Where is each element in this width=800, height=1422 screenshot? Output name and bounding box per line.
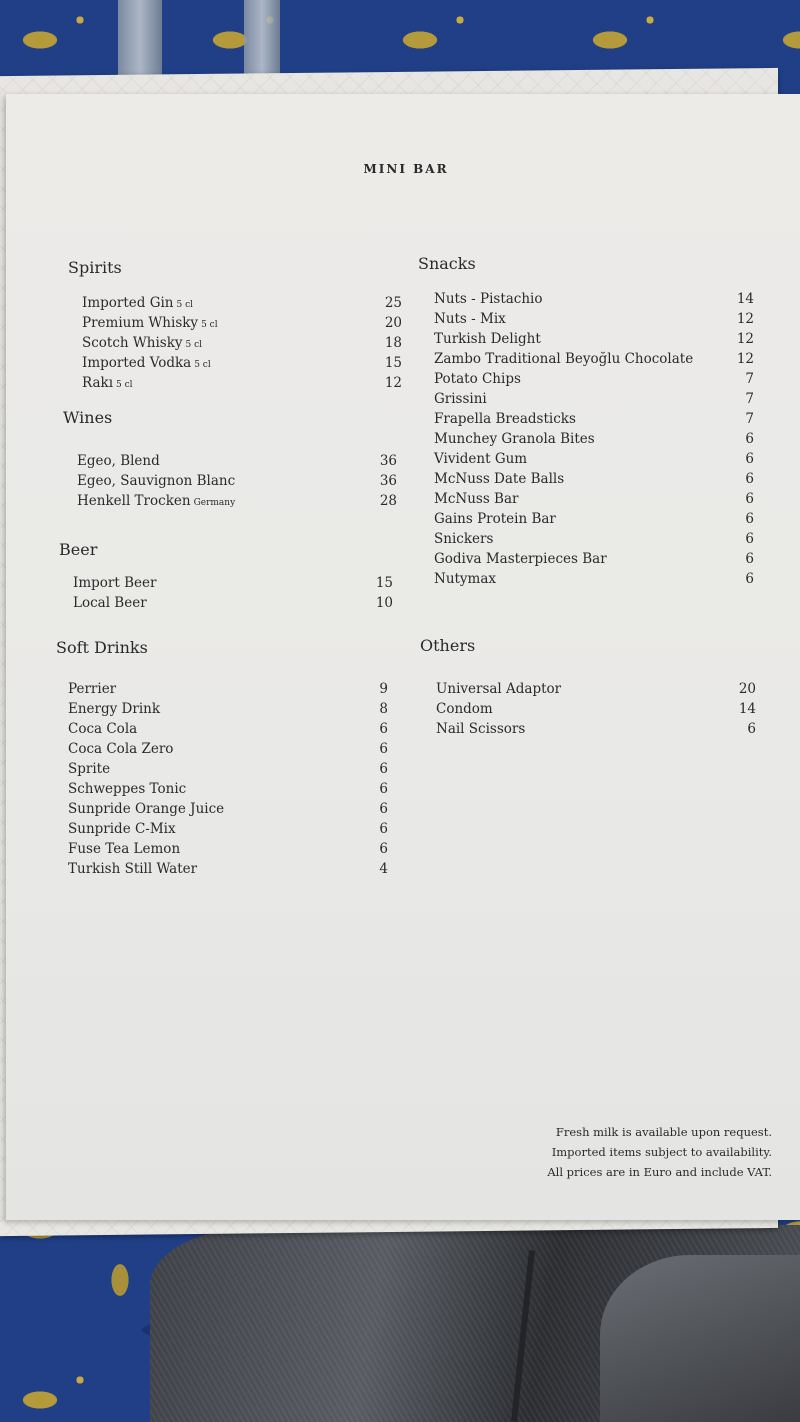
item-name [434,289,543,309]
item-price: 8 [379,701,388,717]
item-price: 4 [379,861,388,877]
menu-item [434,369,754,389]
menu-item [434,309,754,329]
item-price: 6 [379,741,388,757]
item-note: 5 cl [176,300,194,310]
menu-item [434,569,754,589]
section-heading: Wines [63,408,113,427]
item-name-text: Rakı [82,375,114,391]
menu-item [82,373,402,393]
item-price: 6 [745,471,754,487]
menu-item [436,679,756,699]
item-name [436,719,525,739]
item-list [82,293,402,393]
item-name [73,573,156,593]
item-name [82,373,133,395]
section-heading: Spirits [68,258,122,277]
item-price: 6 [745,491,754,507]
menu-item [434,289,754,309]
item-name [68,759,110,779]
item-name [77,451,160,471]
item-name [77,471,235,491]
item-price: 6 [745,451,754,467]
item-name-text: Turkish Still Water [68,861,198,877]
item-note: 5 cl [116,380,133,390]
item-price: 10 [375,595,393,611]
menu-item [68,699,388,719]
item-name-text: Premium Whisky [82,315,199,331]
item-name-text: Turkish Delight [434,331,541,347]
item-list [73,573,393,613]
section-beer [59,540,393,613]
item-price: 36 [379,473,397,489]
item-name-text: Local Beer [73,595,147,611]
item-name-text: Snickers [434,531,494,547]
item-name-text: Coca Cola [68,721,138,737]
item-name-text: Condom [436,701,493,717]
menu-item [73,593,393,613]
menu-item [434,549,754,569]
item-name-text: Schweppes Tonic [68,781,187,797]
section-others [420,636,756,739]
item-name [82,313,218,335]
item-name-text: Frapella Breadsticks [434,411,576,427]
item-name [73,593,147,613]
menu-item [68,759,388,779]
item-note: 5 cl [194,360,211,370]
item-name-text: Egeo, Sauvignon Blanc [77,473,236,489]
item-name-text: Energy Drink [68,701,161,717]
menu-item [82,353,402,373]
item-name-text: Munchey Granola Bites [434,431,595,447]
menu-item [434,489,754,509]
section-wines [63,408,397,511]
item-price: 12 [736,311,754,327]
menu-item [436,699,756,719]
item-name-text: McNuss Bar [434,491,519,507]
menu-item [68,799,388,819]
item-price: 20 [738,681,756,697]
menu-item [68,779,388,799]
item-name [436,679,561,699]
item-price: 6 [747,721,756,737]
menu-item [77,491,397,511]
item-name-text: Fuse Tea Lemon [68,841,181,857]
item-price: 6 [745,551,754,567]
menu-item [68,679,388,699]
item-price: 7 [745,371,754,387]
item-price: 14 [738,701,756,717]
item-name [434,549,607,569]
item-price: 6 [379,821,388,837]
item-name-text: Coca Cola Zero [68,741,174,757]
item-price: 6 [745,511,754,527]
menu-item [77,471,397,491]
item-name [68,699,160,719]
item-price: 12 [384,375,402,391]
item-price: 9 [379,681,388,697]
item-name-text: Nuts - Mix [434,311,506,327]
item-name-text: Nutymax [434,571,497,587]
item-price: 15 [375,575,393,591]
item-name [82,293,193,315]
item-price: 7 [745,411,754,427]
section-spirits [68,258,402,393]
item-name-text: Vivident Gum [434,451,528,467]
item-name [82,333,202,355]
item-name [68,739,173,759]
item-name [434,469,564,489]
item-list [77,451,397,511]
item-price: 15 [384,355,402,371]
footer-note: All prices are in Euro and include VAT. [547,1165,772,1179]
menu-item [434,349,754,369]
item-name [68,819,176,839]
menu-item [434,429,754,449]
item-name-text: McNuss Date Balls [434,471,565,487]
menu-item [434,329,754,349]
menu-title: MINI BAR [363,162,449,176]
menu-item [434,529,754,549]
item-name [77,491,235,513]
item-name [68,779,186,799]
item-name [82,353,211,375]
item-price: 7 [745,391,754,407]
item-name [434,309,506,329]
menu-item [82,313,402,333]
item-price: 25 [384,295,402,311]
item-price: 36 [379,453,397,469]
item-name [434,389,487,409]
item-price: 6 [379,841,388,857]
menu-item [434,449,754,469]
item-price: 6 [379,801,388,817]
menu-item [68,859,388,879]
menu-item [82,293,402,313]
item-name [434,449,527,469]
menu-item [68,719,388,739]
item-name [434,429,595,449]
item-price: 18 [384,335,402,351]
menu-item [77,451,397,471]
item-name-text: Zambo Traditional Beyoğlu Chocolate [434,351,694,367]
menu-item [434,509,754,529]
item-name-text: Grissini [434,391,487,407]
item-name-text: Imported Vodka [82,355,192,371]
item-name [434,529,493,549]
item-price: 6 [745,571,754,587]
item-name [434,409,576,429]
item-name-text: Gains Protein Bar [434,511,556,527]
item-name-text: Egeo, Blend [77,453,160,469]
item-price: 12 [736,351,754,367]
section-soft-drinks [56,638,388,879]
section-snacks [418,254,754,589]
item-name [434,369,521,389]
item-name [68,839,180,859]
jeans-knee [600,1255,800,1422]
menu-item [73,573,393,593]
menu-item [436,719,756,739]
menu-footer [547,1122,772,1182]
item-price: 6 [745,531,754,547]
item-price: 12 [736,331,754,347]
item-name [436,699,493,719]
item-name-text: Potato Chips [434,371,521,387]
section-heading: Beer [59,540,98,559]
item-note: 5 cl [185,340,203,350]
item-name-text: Scotch Whisky [82,335,183,351]
item-note: 5 cl [201,320,218,330]
item-name-text: Godiva Masterpieces Bar [434,551,607,567]
section-heading: Snacks [418,254,476,273]
item-name [434,509,556,529]
item-name-text: Henkell Trocken [77,493,191,509]
menu-item [68,739,388,759]
item-name [434,349,693,369]
menu-item [68,819,388,839]
item-name [434,329,541,349]
item-price: 6 [379,781,388,797]
item-name [68,799,224,819]
item-name-text: Import Beer [73,575,157,591]
menu-page [6,94,800,1220]
item-name [68,679,116,699]
menu-item [434,409,754,429]
footer-note: Fresh milk is available upon request. [555,1125,772,1139]
section-heading: Soft Drinks [56,638,148,657]
item-name-text: Nail Scissors [436,721,526,737]
footer-note: Imported items subject to availability. [551,1145,772,1159]
item-name-text: Sprite [68,761,111,777]
item-price: 20 [384,315,402,331]
item-name [434,489,518,509]
menu-item [82,333,402,353]
item-name [68,859,197,879]
item-name-text: Universal Adaptor [436,681,562,697]
item-price: 14 [736,291,754,307]
section-heading: Others [420,636,476,655]
item-list [68,679,388,879]
menu-item [68,839,388,859]
item-name-text: Imported Gin [82,295,174,311]
item-name-text: Sunpride Orange Juice [68,801,225,817]
item-name-text: Nuts - Pistachio [434,291,543,307]
menu-item [434,389,754,409]
item-name [434,569,496,589]
menu-item [434,469,754,489]
item-name-text: Sunpride C-Mix [68,821,176,837]
item-name [68,719,137,739]
item-note: Germany [193,498,236,508]
item-list [434,289,754,589]
item-name-text: Perrier [68,681,117,697]
item-price: 6 [745,431,754,447]
item-price: 28 [379,493,397,509]
item-list [436,679,756,739]
item-price: 6 [379,761,388,777]
item-price: 6 [379,721,388,737]
